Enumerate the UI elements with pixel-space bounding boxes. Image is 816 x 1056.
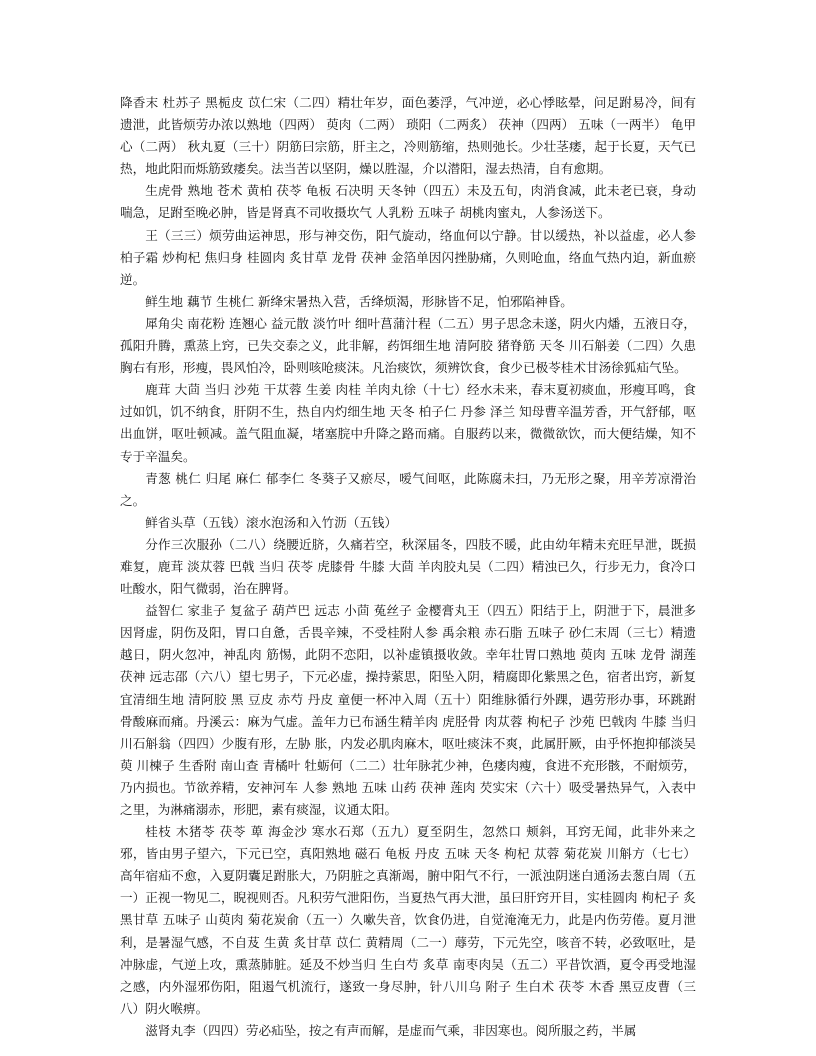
document-page (120, 92, 696, 1042)
paragraph-8: 鲜省头草（五钱）滚水泡汤和入竹沥（五钱） (145, 514, 398, 530)
paragraph-2: 生虎骨 熟地 苍术 黄柏 茯苓 龟板 石决明 天冬钟（四五）未及五旬，肉消食减，此未老已衰，身动喘急，足跗至晚必肿，皆是肾真不司收摄坎气 人乳粉 五味子 胡桃肉蜜丸，人参汤送下。 (120, 183, 696, 221)
paragraph-6: 鹿茸 大茴 当归 沙苑 干苁蓉 生姜 肉桂 羊肉丸徐（十七）经水未来，春末夏初痰血，形瘦耳鸣，食过如饥，饥不纳食，肝阴不生，热自内灼细生地 天冬 柏子仁 丹参 泽兰 知母曹辛温芳香，开气舒郁，呕出血饼，呕吐顿减。盖气阻血凝，堵塞脘中升降之路而痛。自服药以来，微微欲饮，而大便结燥，知不专于辛温矣。 (120, 382, 696, 464)
paragraph-10: 益智仁 家韭子 复盆子 葫芦巴 远志 小茴 菟丝子 金樱膏丸王（四五）阳结于上，阴泄于下，晨泄多因肾虚，阴伤及阳，胃口自惫，舌畏辛辣，不受桂附人参 禹余粮 赤石脂 五味子 砂仁末周（三七）精遗越日，阴火忽冲，神乱肉 筋惕，此阴不恋阳，以补虚镇摄收敛。幸年壮胃口熟地 萸肉 五味 龙骨 湖莲 茯神 远志邵（六八）望七男子，下元必虚，操持萦思，阳坠入阴，精腐即化紫黑之色，宿者出窍，新复宜清细生地 清阿胶 黑 豆皮 赤芍 丹皮 童便一杯冲入周（五十）阳维脉循行外踝，遇劳形办事，环跳跗骨酸麻而痛。丹溪云：麻为气虚。盖年力已布涵生精羊肉 虎胫骨 肉苁蓉 枸杞子 沙苑 巴戟肉 牛膝 当归 川石斛翁（四四）少腹有形，左胁 胀，内发必肌肉麻木，呕吐痰沫不爽，此属肝厥，由乎怀抱抑郁淡吴萸 川楝子 生香附 南山查 青橘叶 牡蛎何（二二）壮年脉芤少神，色痿肉瘦，食进不充形骸，不耐烦劳，乃内损也。节欲养精，安神河车 人参 熟地 五味 山药 茯神 莲肉 芡实宋（六十）吸受暑热异气，入表中之里，为淋痛溺赤，形肥，素有痰湿，议通太阳。 (120, 603, 696, 817)
paragraph-4: 鲜生地 藕节 生桃仁 新绛宋暑热入营，舌绛烦渴，形脉皆不足，怕邪陷神昏。 (145, 293, 573, 309)
paragraph-9: 分作三次服孙（二八）绕腰近脐，久痛若空，秋深届冬，四肢不暖，此由幼年精未充旺早泄，既损难复，鹿茸 淡苁蓉 巴戟 当归 茯苓 虎膝骨 牛膝 大茴 羊肉胶丸吴（二四）精浊已久，行步无力，食冷口吐酸水，阳气微弱，治在脾肾。 (120, 536, 696, 597)
paragraph-5: 犀角尖 南花粉 连翘心 益元散 淡竹叶 细叶菖蒲汁程（二五）男子思念未遂，阴火内燔，五液日夺，孤阳升腾，熏蒸上窍，已失交泰之义，此非解，药饵细生地 清阿胶 猪脊筋 天冬 川石斛姜（二四）久患胸右有形，形瘦，畏风怕冷，卧则咳呛痰沫。凡治痰饮，须辨饮食，食少已极苓桂术甘汤徐狐疝气坠。 (120, 315, 696, 376)
paragraph-3: 王（三三）烦劳曲运神思，形与神交伤，阳气旋动，络血何以宁静。甘以缓热，补以益虚，必人参 柏子霜 炒枸杞 焦归身 桂圆肉 炙甘草 龙骨 茯神 金箔单因闪挫胁痛，久则呛血，络血气热内迫，新血瘀逆。 (120, 227, 696, 287)
paragraph-7: 青葱 桃仁 归尾 麻仁 郁李仁 冬葵子又瘀尽，嗳气间呕，此陈腐未扫，乃无形之聚，用辛芳凉滑治之。 (120, 470, 696, 508)
paragraph-12: 滋肾丸李（四四）劳必疝坠，按之有声而解，是虚而气乘，非因寒也。阅所服之药，半属 (145, 1022, 637, 1038)
paragraph-11: 桂枝 木猪苓 茯苓 萆 海金沙 寒水石郑（五九）夏至阴生，忽然口 颊斜，耳窍无闻，此非外来之邪，皆由男子望六，下元已空，真阳熟地 磁石 龟板 丹皮 五味 天冬 枸杞 苁蓉 菊花炭 川斛方（七七）高年宿疝不愈，入夏阴囊足跗胀大，乃阴脏之真渐竭，腑中阳气不行，一派浊阴迷白通汤去葱白周（五一）正视一物见二，睨视则否。凡积劳气泄阳伤，当夏热气再大泄，虽曰肝窍开目，实桂圆肉 枸杞子 炙黑甘草 五味子 山萸肉 菊花炭俞（五一）久嗽失音，饮食仍进，自觉淹淹无力，此是内伤劳倦。夏月泄利，是暑湿气感，不自芨 生黄 炙甘草 苡仁 黄精周（二一）蓐劳，下元先空，咳音不转，必致呕吐，是冲脉虚，气逆上攻，熏蒸肺脏。延及不炒当归 生白芍 炙草 南枣肉吴（五二）平昔饮酒，夏令再受地湿之感，内外湿邪伤阳，阻遏气机流行，遂致一身尽肿，针八川乌 附子 生白术 茯苓 木香 黑豆皮曹（三八）阴火喉痹。 (120, 824, 696, 1016)
paragraph-1: 降香末 杜苏子 黑栀皮 苡仁宋（二四）精壮年岁，面色萎浮，气冲逆，必心悸眩晕，问足跗易冷，间有遗泄，此皆烦劳办浓以熟地（四两） 萸肉（二两） 琐阳（二两炙） 茯神（四两） 五味（一两半） 龟甲心（二两） 秋丸夏（三十）阴筋曰宗筋，肝主之，冷则筋缩，热则弛长。少壮茎痿，起于长夏，天气已热，地此阳而烁筋致痿矣。法当苦以坚阴，燥以胜湿，介以潜阳，湿去热清，自有愈期。 (120, 95, 696, 177)
